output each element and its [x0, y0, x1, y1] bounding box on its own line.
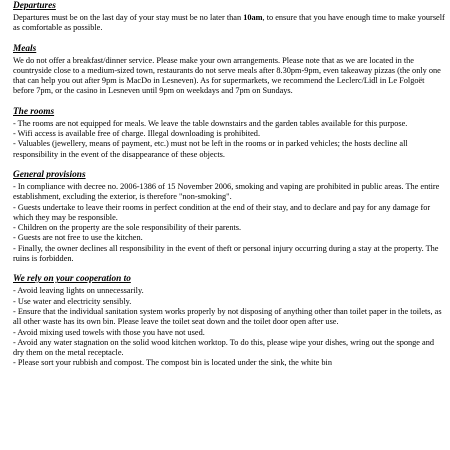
- rule-line: - Guests are not free to use the kitchen.: [13, 233, 143, 243]
- section-heading: Departures: [13, 1, 56, 11]
- text-run: Departures must be on the last day of your stay must be no later than: [13, 13, 244, 22]
- rule-line: - In compliance with decree no. 2006-1386 of 15 November 2006, smoking and vaping are prohibited in public areas. The entire establishment, excluding the exterior, is therefore "non-smoking".: [13, 181, 440, 202]
- section-departures: [13, 1, 445, 34]
- section-paragraph: We do not offer a breakfast/dinner service. Please make your own arrangements. Please note that as we are located in the countryside close to a medium-sized town, restaurants do not serve meals after 8.30pm-9pm, even takeaway pizzas (the only one that can help you out after 9pm is MacDo in Lesneven). As for supermarkets, we recommend the Leclerc/Lidl in Le Folgoët before 7pm, or the casino in Lesneven until 9pm on weekdays and 7pm on Sundays.: [13, 55, 441, 96]
- section-the-rooms: [13, 107, 445, 160]
- rule-line: - Finally, the owner declines all responsibility in the event of theft or personal injury occurring during a stay at the property. The ruins is forbidden.: [13, 243, 439, 264]
- rule-line: - Valuables (jewellery, means of payment, etc.) must not be left in the rooms or in parked vehicles; the hosts decline all responsibility in the event of the disappearance of these objects.: [13, 139, 408, 159]
- rule-line: - Please sort your rubbish and compost. The compost bin is located under the sink, the white bin: [13, 358, 332, 368]
- section-heading: General provisions: [13, 169, 86, 180]
- rule-line: - Use water and electricity sensibly.: [13, 296, 132, 306]
- section-heading: We rely on your cooperation to: [13, 274, 131, 285]
- rule-line: - Avoid any water stagnation on the solid wood kitchen worktop. To do this, please wipe your dishes, wring out the sponge and dry them on the metal receptacle.: [13, 337, 435, 358]
- text-run: , to ensure that you have enough time to make yourself as comfortable as possible.: [13, 13, 445, 33]
- rule-line: - Avoid leaving lights on unnecessarily.: [13, 286, 144, 296]
- emphasis-text: 10am: [243, 13, 263, 22]
- section-paragraph: [13, 13, 445, 34]
- section-cooperation: [13, 274, 445, 368]
- house-rules-document: [13, 1, 445, 379]
- rule-line: - Children on the property are the sole responsibility of their parents.: [13, 223, 242, 233]
- section-meals: [13, 44, 445, 97]
- section-general-provisions: [13, 170, 445, 264]
- rule-line: - The rooms are not equipped for meals. We leave the table downstairs and the garden tables available for this purpose.: [13, 118, 408, 128]
- rule-line: - Avoid mixing used towels with those you have not used.: [13, 327, 205, 337]
- rule-line: - Wifi access is available free of charge. Illegal downloading is prohibited.: [13, 129, 261, 139]
- section-heading: The rooms: [13, 106, 55, 117]
- section-heading: Meals: [13, 43, 37, 54]
- rule-line: - Guests undertake to leave their rooms in perfect condition at the end of their stay, and to declare and pay for any damage for which they may be responsible.: [13, 202, 431, 222]
- rule-line: - Ensure that the individual sanitation system works properly by not disposing of anything other than toilet paper in the toilets, as all other waste has its own bin. Please leave the toilet seat down and the toilet door open after use.: [13, 306, 442, 327]
